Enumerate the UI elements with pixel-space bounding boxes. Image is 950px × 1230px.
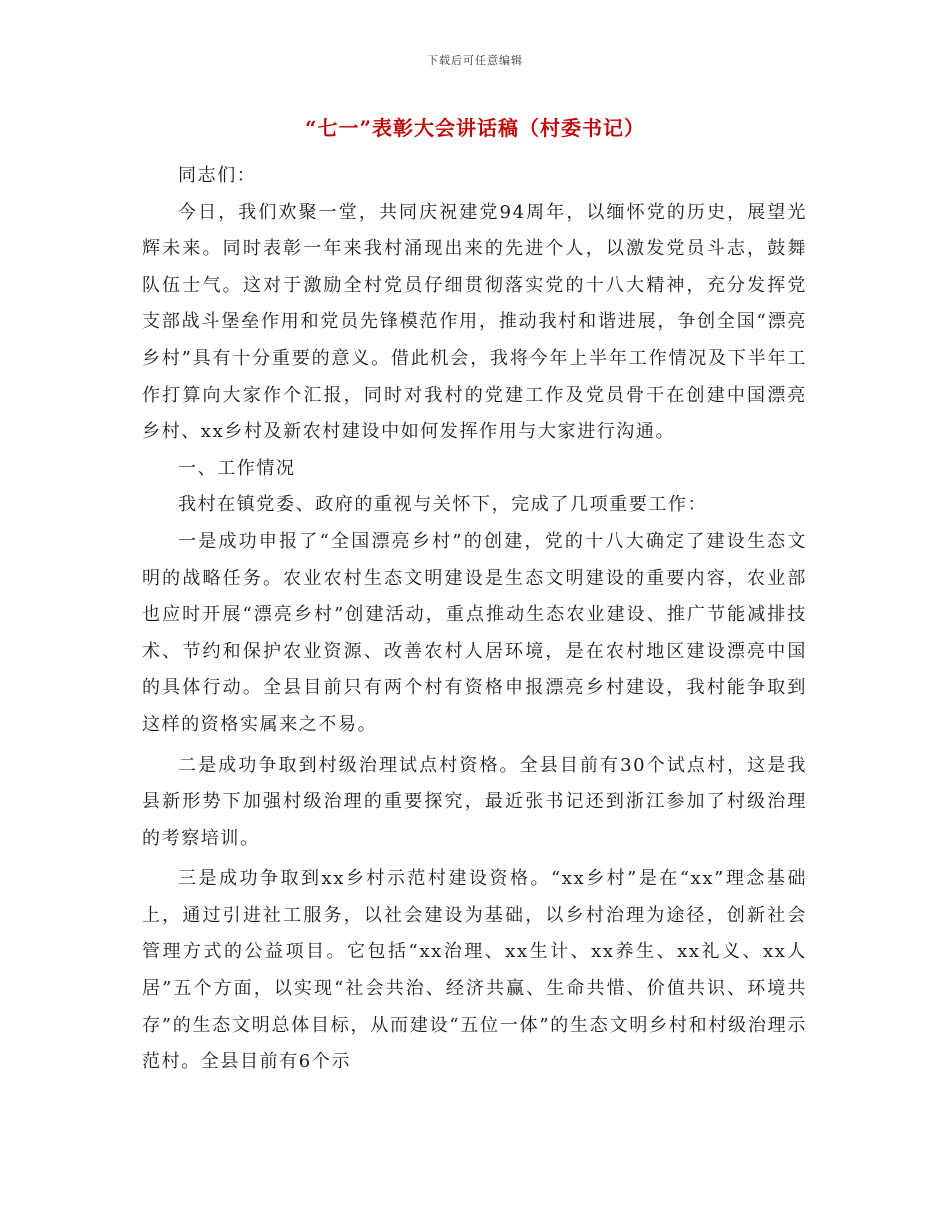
document-title: “七一”表彰大会讲话稿（村委书记） bbox=[304, 116, 645, 140]
header-note: 下载后可任意编辑 bbox=[427, 54, 523, 67]
work-item-two-paragraph: 二是成功争取到村级治理试点村资格。全县目前有30个试点村，这是我县新形势下加强村级治理的重要探究，最近张书记还到浙江参加了村级治理的考察培训。 bbox=[142, 754, 807, 849]
document-body bbox=[142, 158, 807, 1081]
section-heading: 一、工作情况 bbox=[178, 457, 296, 479]
intro-work-paragraph: 我村在镇党委、政府的重视与关怀下，完成了几项重要工作： bbox=[178, 494, 708, 516]
opening-paragraph: 今日，我们欢聚一堂，共同庆祝建党94周年，以缅怀党的历史，展望光辉未来。同时表彰一年来我村涌现出来的先进个人，以激发党员斗志，鼓舞队伍士气。这对于激励全村党员仔细贯彻落实党的十八大精神，充分发挥党支部战斗堡垒作用和党员先锋模范作用，推动我村和谐进展，争创全国“漂亮乡村”具有十分重要的意义。借此机会，我将今年上半年工作情况及下半年工作打算向大家作个汇报，同时对我村的党建工作及党员骨干在创建中国漂亮乡村、xx乡村及新农村建设中如何发挥作用与大家进行沟通。 bbox=[142, 201, 807, 443]
work-item-one-paragraph: 一是成功申报了“全国漂亮乡村”的创建，党的十八大确定了建设生态文明的战略任务。农业农村生态文明建设是生态文明建设的重要内容，农业部也应时开展“漂亮乡村”创建活动，重点推动生态农业建设、推广节能减排技术、节约和保护农业资源、改善农村人居环境，是在农村地区建设漂亮中国的具体行动。全县目前只有两个村有资格申报漂亮乡村建设，我村能争取到这样的资格实属来之不易。 bbox=[142, 530, 807, 735]
salutation-paragraph: 同志们： bbox=[178, 165, 257, 186]
work-item-three-paragraph: 三是成功争取到xx乡村示范村建设资格。“xx乡村”是在“xx”理念基础上，通过引进社工服务，以社会建设为基础，以乡村治理为途径，创新社会管理方式的公益项目。它包括“xx治理、xx生计、xx养生、xx礼义、xx人居”五个方面，以实现“社会共治、经济共赢、生命共惜、价值共识、环境共存”的生态文明总体目标，从而建设“五位一体”的生态文明乡村和村级治理示范村。全县目前有6个示 bbox=[142, 868, 807, 1073]
